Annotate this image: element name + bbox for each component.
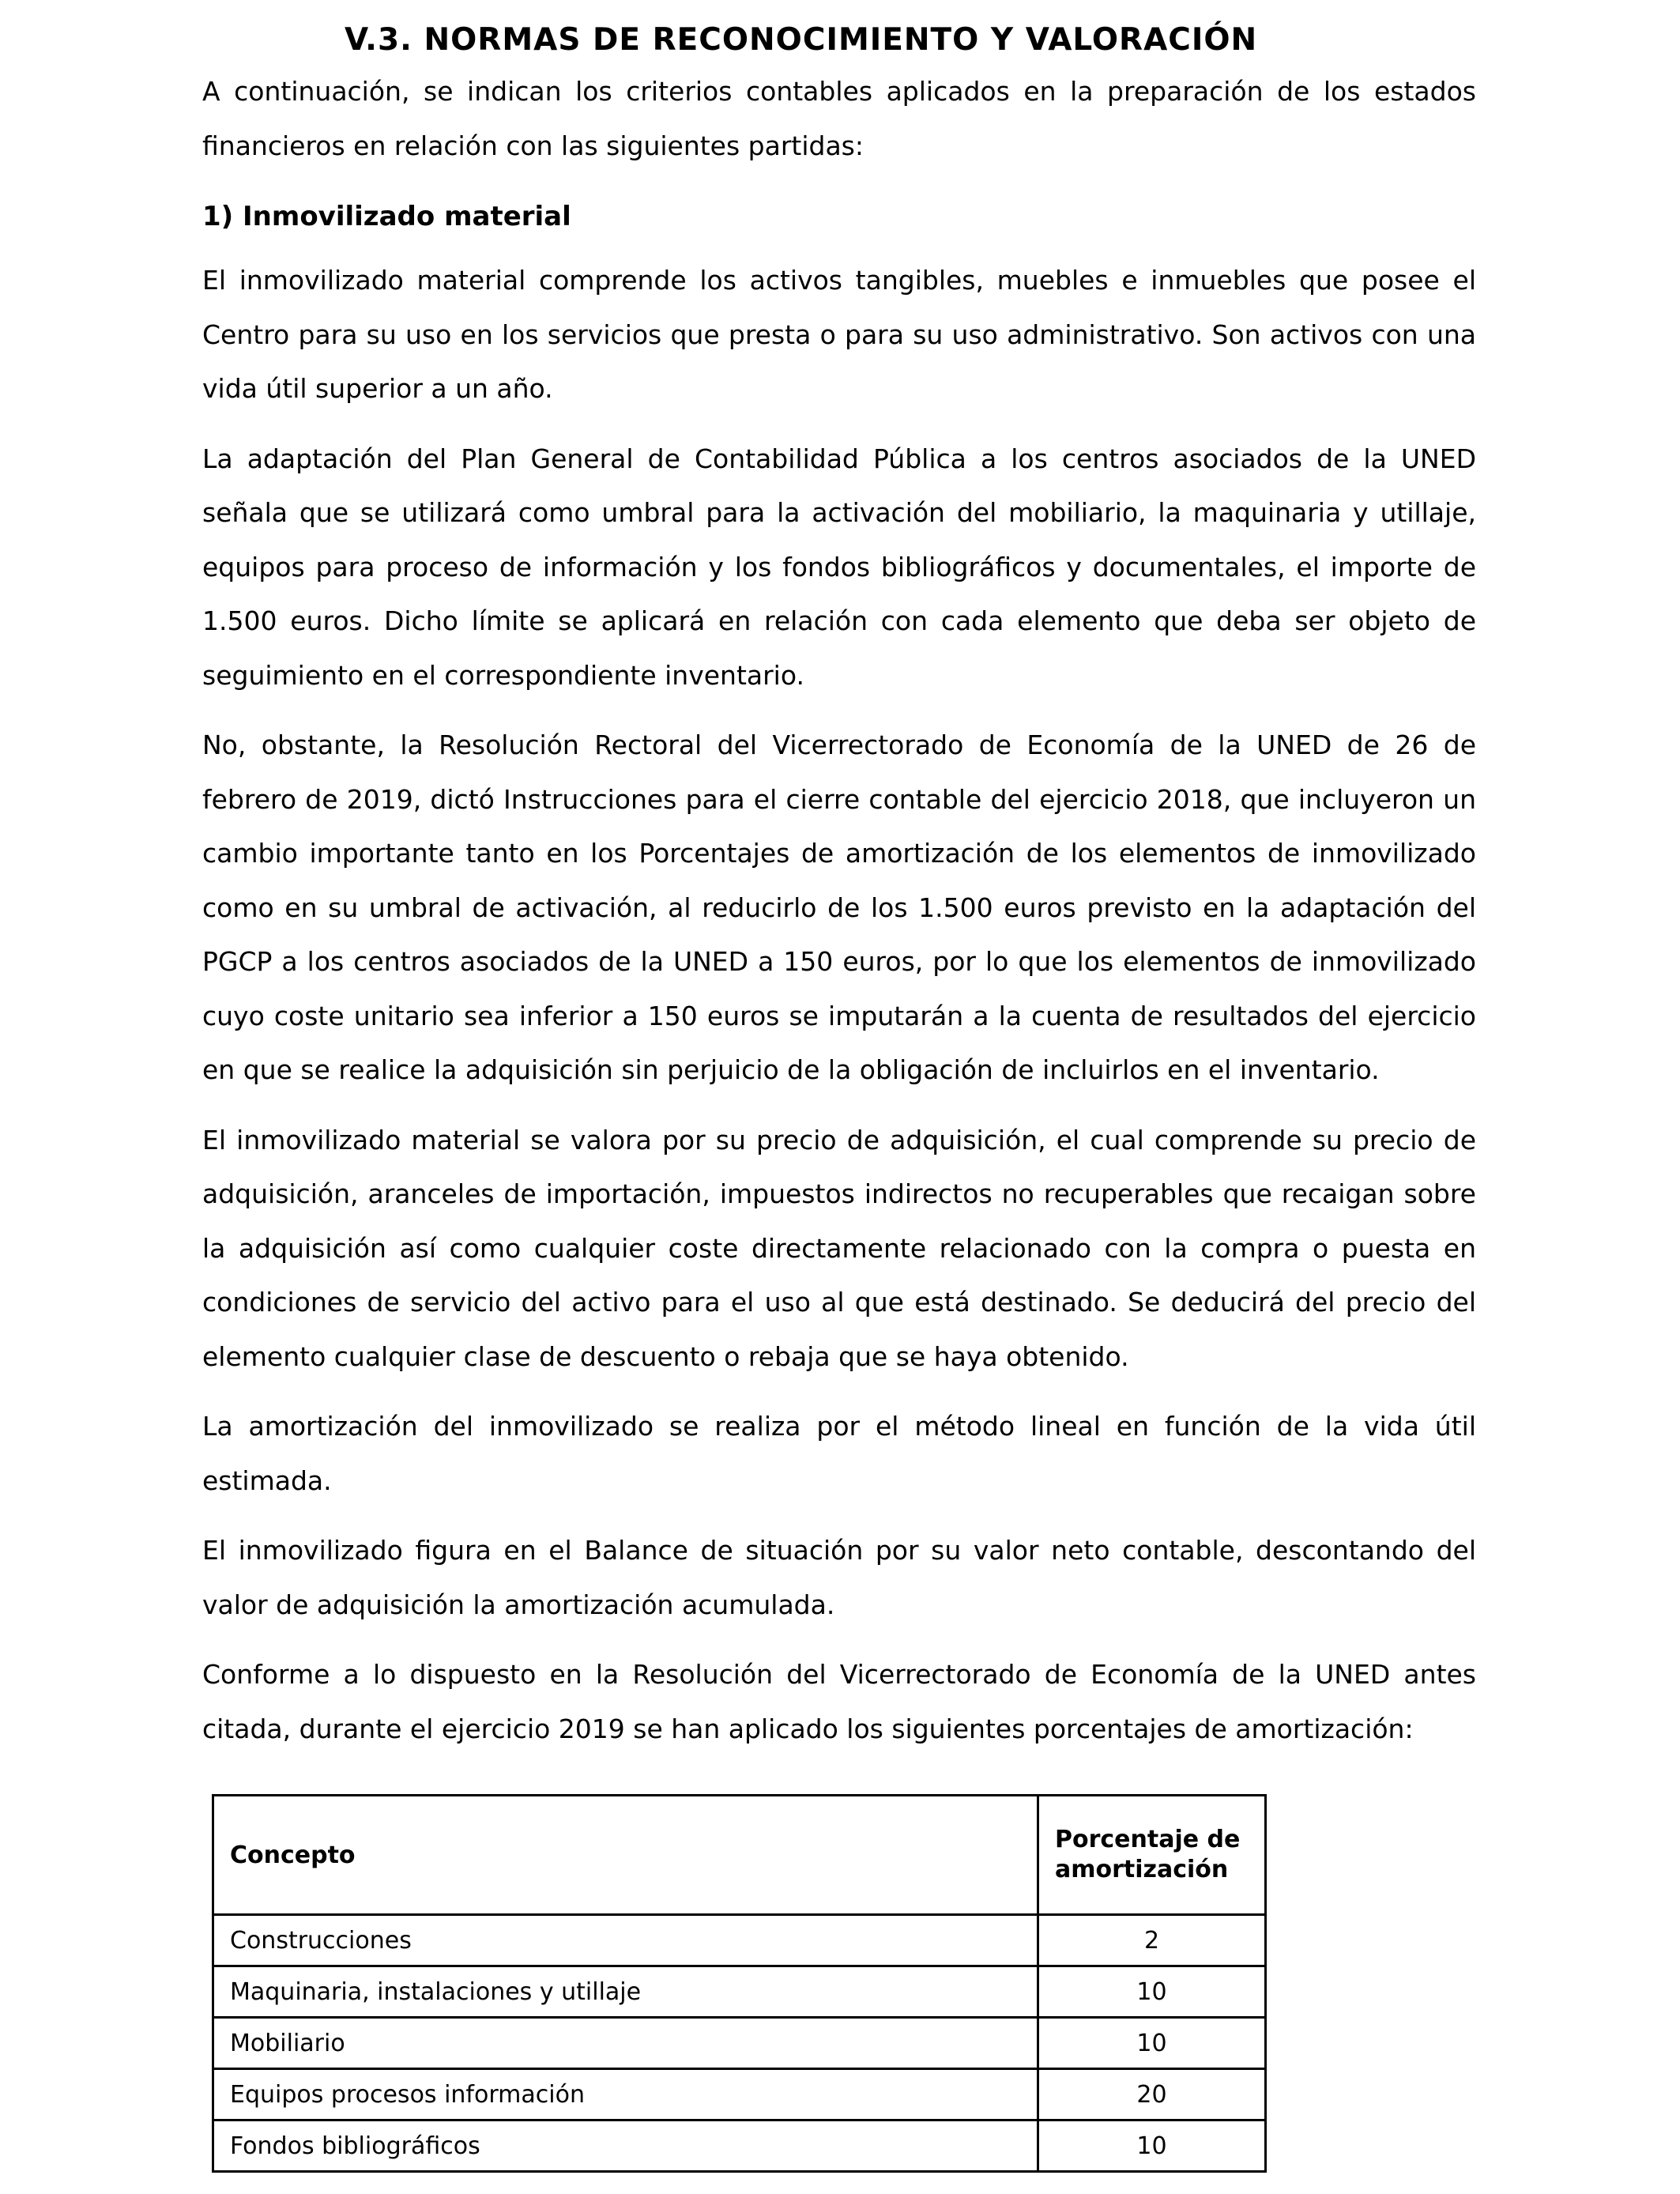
paragraph-depreciation-method: La amortización del inmovilizado se realiza por el método lineal en función de la vida útil estimada. (202, 1411, 1476, 1496)
row-percent: 10 (1038, 1966, 1266, 2018)
header-percent: Porcentaje de amortización (1038, 1796, 1266, 1915)
paragraph-threshold: La adaptación del Plan General de Contabilidad Pública a los centros asociados de la UNED señala que se utilizará como umbral para la activación del mobiliario, la maquinaria y utillaje, equipos para proceso de información y los fondos bibliográficos y documentales, el importe de 1.500 euros. Dicho límite se aplicará en relación con cada elemento que deba ser objeto de seguimiento en el correspondiente inventario. (202, 443, 1476, 691)
paragraph-balance: El inmovilizado figura en el Balance de situación por su valor neto contable, descontando del valor de adquisición la amortización acumulada. (202, 1535, 1476, 1620)
paragraph-valuation: El inmovilizado material se valora por su precio de adquisición, el cual comprende su precio de adquisición, aranceles de importación, impuestos indirectos no recuperables que recaigan sobre la adquisición así como cualquier coste directamente relacionado con la compra o puesta en condiciones de servicio del activo para el uso al que está destinado. Se deducirá del precio del elemento cualquier clase de descuento o rebaja que se haya obtenido. (202, 1124, 1476, 1372)
row-concept: Construcciones (213, 1915, 1038, 1966)
table-row (213, 2120, 1266, 2172)
page-title: V.3. NORMAS DE RECONOCIMIENTO Y VALORACIÓN (345, 22, 1258, 58)
table-row (213, 2018, 1266, 2069)
table-row (213, 1915, 1266, 1966)
table-row (213, 2069, 1266, 2120)
document-page (202, 16, 1476, 1772)
paragraph-definition: El inmovilizado material comprende los activos tangibles, muebles e inmuebles que posee el Centro para su uso en los servicios que presta o para su uso administrativo. Son activos con una vida útil superior a un año. (202, 265, 1476, 404)
table-row (213, 1966, 1266, 2018)
row-percent: 2 (1038, 1915, 1266, 1966)
row-percent: 10 (1038, 2018, 1266, 2069)
row-concept: Maquinaria, instalaciones y utillaje (213, 1966, 1038, 2018)
row-concept: Equipos procesos información (213, 2069, 1038, 2120)
section-heading: 1) Inmovilizado material (202, 201, 571, 232)
paragraph-resolution: No, obstante, la Resolución Rectoral del Vicerrectorado de Economía de la UNED de 26 de febrero de 2019, dictó Instrucciones para el cierre contable del ejercicio 2018, que incluyeron un cambio importante tanto en los Porcentajes de amortización de los elementos de inmovilizado como en su umbral de activación, al reducirlo de los 1.500 euros previsto en la adaptación del PGCP a los centros asociados de la UNED a 150 euros, por lo que los elementos de inmovilizado cuyo coste unitario sea inferior a 150 euros se imputarán a la cuenta de resultados del ejercicio en que se realice la adquisición sin perjuicio de la obligación de incluirlos en el inventario. (202, 729, 1476, 1085)
row-percent: 20 (1038, 2069, 1266, 2120)
intro-paragraph: A continuación, se indican los criterios contables aplicados en la preparación de los estados financieros en relación con las siguientes partidas: (202, 76, 1476, 161)
row-concept: Fondos bibliográficos (213, 2120, 1038, 2172)
row-concept: Mobiliario (213, 2018, 1038, 2069)
header-concept: Concepto (213, 1796, 1038, 1915)
paragraph-percentages-intro: Conforme a lo dispuesto en la Resolución del Vicerrectorado de Economía de la UNED antes citada, durante el ejercicio 2019 se han aplicado los siguientes porcentajes de amortización: (202, 1659, 1476, 1744)
depreciation-table (212, 1794, 1267, 2173)
row-percent: 10 (1038, 2120, 1266, 2172)
table-header-row (213, 1796, 1266, 1915)
